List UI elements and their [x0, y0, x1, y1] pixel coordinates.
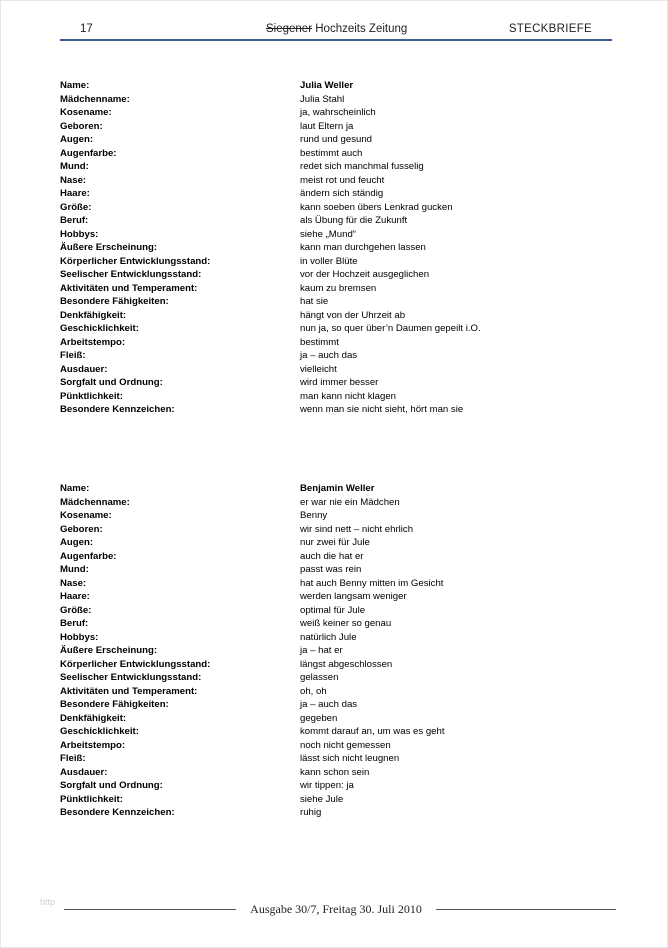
field-label: Besondere Kennzeichen: [60, 404, 175, 415]
profile-row [60, 93, 540, 107]
profile-row [60, 752, 540, 766]
field-value: er war nie ein Mädchen [300, 496, 400, 508]
profile-row [60, 79, 540, 93]
profile-row [60, 712, 540, 726]
field-label: Arbeitstempo: [60, 739, 126, 751]
field-value: werden langsam weniger [300, 591, 407, 602]
field-value: kann schon sein [300, 766, 370, 778]
field-label: Name: [60, 80, 90, 91]
profile-row [60, 617, 540, 631]
field-label: Körperlicher Entwicklungsstand: [60, 658, 211, 670]
newspaper-title-rest: Hochzeits Zeitung [315, 23, 408, 35]
field-value: siehe „Mund“ [300, 228, 356, 240]
field-value: nun ja, so quer über’n Daumen gepeilt i.O. [300, 323, 481, 334]
field-value: lässt sich nicht leugnen [300, 753, 400, 764]
field-value: ruhig [300, 807, 322, 818]
footer-rule-right [436, 909, 616, 910]
field-label: Haare: [60, 188, 90, 199]
field-label: Denkfähigkeit: [60, 309, 127, 321]
footer-rule-left [64, 909, 236, 910]
field-value: vielleicht [300, 363, 337, 375]
field-value: ja – auch das [300, 350, 358, 361]
profile-row [60, 376, 540, 390]
watermark-text: http [40, 897, 56, 907]
section-title: STECKBRIEFE [508, 23, 592, 35]
field-value: hängt von der Uhrzeit ab [300, 309, 406, 321]
field-value: in voller Blüte [300, 255, 358, 267]
field-label: Fleiß: [60, 753, 86, 764]
field-label: Denkfähigkeit: [60, 712, 127, 724]
field-label: Mund: [60, 161, 89, 172]
field-label: Mädchenname: [60, 93, 130, 105]
profile-row [60, 658, 540, 672]
field-label: Äußere Erscheinung: [60, 242, 158, 253]
field-label: Kosename: [60, 510, 112, 521]
field-label: Augen: [60, 134, 94, 145]
field-label: Beruf: [60, 215, 89, 226]
profile-row [60, 201, 540, 215]
field-label: Äußere Erscheinung: [60, 645, 158, 656]
field-label: Sorgfalt und Ordnung: [60, 780, 163, 791]
field-label: Kosename: [60, 107, 112, 118]
page-number: 17 [80, 23, 93, 35]
profile-row [60, 496, 540, 510]
profile-row [60, 482, 540, 496]
field-value: wir sind nett – nicht ehrlich [300, 523, 414, 535]
field-label: Augenfarbe: [60, 550, 117, 562]
field-label: Besondere Fähigkeiten: [60, 699, 169, 710]
profile-row [60, 563, 540, 577]
profile-row [60, 336, 540, 350]
profile-row [60, 241, 540, 255]
profile-row [60, 214, 540, 228]
field-label: Beruf: [60, 618, 89, 629]
field-value: redet sich manchmal fusselig [300, 161, 424, 172]
profile-row [60, 793, 540, 807]
field-value: gegeben [300, 712, 338, 724]
field-value: noch nicht gemessen [300, 739, 391, 751]
field-value: kaum zu bremsen [300, 282, 377, 294]
field-label: Pünktlichkeit: [60, 390, 123, 402]
field-label: Seelischer Entwicklungsstand: [60, 672, 202, 683]
profile-row [60, 766, 540, 780]
profile-row [60, 268, 540, 282]
field-label: Ausdauer: [60, 363, 108, 375]
field-value: bestimmt auch [300, 147, 363, 159]
profile-row [60, 147, 540, 161]
field-value: optimal für Jule [300, 604, 366, 616]
field-label: Geschicklichkeit: [60, 323, 139, 334]
field-label: Mädchenname: [60, 496, 130, 508]
profile-row [60, 739, 540, 753]
field-label: Fleiß: [60, 350, 86, 361]
field-value: rund und gesund [300, 134, 373, 145]
field-value: als Übung für die Zukunft [300, 215, 408, 226]
field-value: Julia Stahl [300, 93, 345, 105]
field-value: ja – hat er [300, 645, 343, 656]
field-value: passt was rein [300, 564, 362, 575]
profile-row [60, 806, 540, 820]
profile-row [60, 590, 540, 604]
field-label: Augenfarbe: [60, 147, 117, 159]
profile-row [60, 228, 540, 242]
profile-row [60, 631, 540, 645]
profile-row [60, 106, 540, 120]
field-label: Mund: [60, 564, 89, 575]
profile-row [60, 160, 540, 174]
footer-issue: Ausgabe 30/7, Freitag 30. Juli 2010 [250, 902, 422, 916]
profile-row [60, 349, 540, 363]
field-label: Hobbys: [60, 228, 99, 240]
field-value: Benny [300, 510, 328, 521]
field-value: ja, wahrscheinlich [300, 107, 376, 118]
field-value: ändern sich ständig [300, 188, 384, 199]
profile-row [60, 174, 540, 188]
field-label: Augen: [60, 537, 94, 548]
field-label: Aktivitäten und Temperament: [60, 282, 198, 294]
field-value: auch die hat er [300, 550, 364, 562]
field-value: man kann nicht klagen [300, 390, 396, 402]
field-value: oh, oh [300, 685, 327, 697]
field-label: Geboren: [60, 120, 103, 132]
profile-row [60, 523, 540, 537]
field-label: Größe: [60, 604, 92, 616]
field-label: Aktivitäten und Temperament: [60, 685, 198, 697]
field-value: nur zwei für Jule [300, 537, 370, 548]
field-label: Pünktlichkeit: [60, 793, 123, 805]
profile-row [60, 536, 540, 550]
profile-row [60, 403, 540, 417]
profile-row [60, 577, 540, 591]
field-value: hat auch Benny mitten im Gesicht [300, 577, 444, 589]
field-label: Ausdauer: [60, 766, 108, 778]
field-label: Besondere Fähigkeiten: [60, 296, 169, 307]
profile-row [60, 120, 540, 134]
profile-row [60, 390, 540, 404]
field-value: siehe Jule [300, 793, 344, 805]
profile-row [60, 295, 540, 309]
profile-row [60, 309, 540, 323]
field-value: bestimmt [300, 336, 339, 348]
field-value: gelassen [300, 672, 339, 683]
field-label: Arbeitstempo: [60, 336, 126, 348]
field-label: Nase: [60, 577, 87, 589]
field-label: Nase: [60, 174, 87, 186]
field-value: kann man durchgehen lassen [300, 242, 426, 253]
profile-row [60, 133, 540, 147]
field-value: kann soeben übers Lenkrad gucken [300, 201, 453, 213]
field-label: Besondere Kennzeichen: [60, 807, 175, 818]
field-label: Größe: [60, 201, 92, 213]
profile-row [60, 187, 540, 201]
profile-row [60, 255, 540, 269]
profile-row [60, 282, 540, 296]
profile-row [60, 698, 540, 712]
field-value: wird immer besser [300, 377, 379, 388]
profile-julia [60, 79, 540, 417]
profile-row [60, 509, 540, 523]
field-value: natürlich Jule [300, 631, 357, 643]
page-header [60, 18, 612, 40]
profile-row [60, 685, 540, 699]
profile-row [60, 779, 540, 793]
field-label: Name: [60, 483, 90, 494]
profile-row [60, 644, 540, 658]
field-label: Geschicklichkeit: [60, 726, 139, 737]
field-label: Seelischer Entwicklungsstand: [60, 269, 202, 280]
profile-row [60, 322, 540, 336]
field-label: Hobbys: [60, 631, 99, 643]
field-value: wir tippen: ja [300, 780, 354, 791]
field-value: meist rot und feucht [300, 174, 385, 186]
profile-row [60, 550, 540, 564]
newspaper-title [266, 23, 407, 35]
header-rule [60, 39, 612, 41]
field-value: vor der Hochzeit ausgeglichen [300, 269, 430, 280]
field-value: Benjamin Weller [300, 483, 375, 494]
field-value: Julia Weller [300, 80, 354, 91]
profile-row [60, 671, 540, 685]
field-value: kommt darauf an, um was es geht [300, 726, 445, 737]
field-label: Körperlicher Entwicklungsstand: [60, 255, 211, 267]
newspaper-title-struck: Siegener [266, 23, 313, 35]
profile-row [60, 363, 540, 377]
field-value: wenn man sie nicht sieht, hört man sie [300, 404, 464, 415]
field-label: Haare: [60, 591, 90, 602]
field-value: längst abgeschlossen [300, 658, 393, 670]
profile-row [60, 604, 540, 618]
field-value: laut Eltern ja [300, 120, 354, 132]
field-value: weiß keiner so genau [300, 618, 392, 629]
profile-row [60, 725, 540, 739]
field-label: Sorgfalt und Ordnung: [60, 377, 163, 388]
field-label: Geboren: [60, 523, 103, 535]
field-value: hat sie [300, 296, 329, 307]
field-value: ja – auch das [300, 699, 358, 710]
profile-benjamin [60, 482, 540, 820]
